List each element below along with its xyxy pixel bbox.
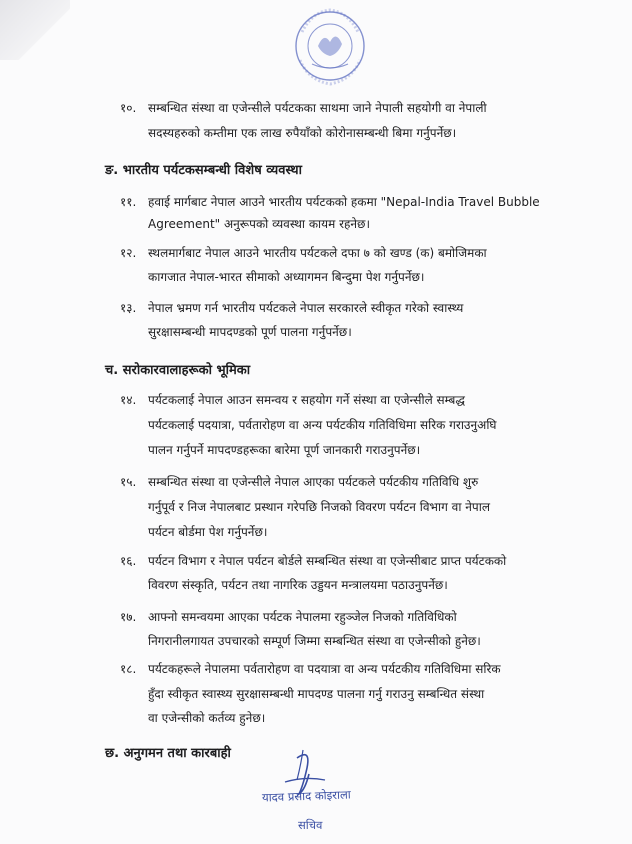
paragraph-line: नेपाल भ्रमण गर्न भारतीय पर्यटकले नेपाल सरकारले स्वीकृत गरेको स्वास्थ्य [148, 301, 464, 315]
paragraph-18 [120, 657, 501, 682]
paragraph-number: १६. [120, 554, 137, 568]
paragraph-line: वा एजेन्सीको कर्तव्य हुनेछ। [148, 711, 266, 725]
page-fold-shadow [0, 0, 70, 60]
paragraph-number: १८. [120, 662, 137, 676]
paragraph-line: कागजात नेपाल-भारत सीमाको अध्यागमन बिन्दुमा पेश गर्नुपर्नेछ। [148, 270, 425, 284]
paragraph-number: १७. [120, 610, 137, 624]
signatory-title: सचिव [298, 818, 323, 832]
paragraph-17 [120, 605, 457, 630]
paragraph-line: सदस्यहरुको कम्तीमा एक लाख रुपैयाँको कोरोनासम्बन्धी बिमा गर्नुपर्नेछ। [148, 126, 457, 140]
paragraph-number: १२. [120, 246, 137, 260]
paragraph-line: स्थलमार्गबाट नेपाल आउने भारतीय पर्यटकले दफा ७ को खण्ड (क) बमोजिमका [148, 246, 487, 260]
paragraph-line: विवरण संस्कृति, पर्यटन तथा नागरिक उड्डयन मन्त्रालयमा पठाउनुपर्नेछ। [148, 578, 448, 592]
paragraph-line: पर्यटकहरूले नेपालमा पर्वतारोहण वा पदयात्रा वा अन्य पर्यटकीय गतिविधिमा सरिक [148, 662, 501, 676]
paragraph-16 [120, 549, 506, 574]
paragraph-line: सुरक्षासम्बन्धी मापदण्डको पूर्ण पालना गर्नुपर्नेछ। [148, 325, 352, 339]
paragraph-line: पर्यटकलाई नेपाल आउन समन्वय र सहयोग गर्ने संस्था वा एजेन्सीले सम्बद्ध [148, 393, 465, 407]
paragraph-line: पर्यटन विभाग र नेपाल पर्यटन बोर्डले सम्बन्धित संस्था वा एजेन्सीबाट प्राप्त पर्यटकको [148, 554, 507, 568]
paragraph-number: १०. [120, 101, 137, 115]
paragraph-10 [120, 96, 487, 121]
paragraph-number: १३. [120, 301, 137, 315]
government-seal [282, 2, 378, 94]
paragraph-number: ११. [120, 195, 137, 209]
paragraph-line: पर्यटकलाई पदयात्रा, पर्वतारोहण वा अन्य पर्यटकीय गतिविधिमा सरिक गराउनुअघि [148, 418, 497, 432]
signatory-name: यादव प्रसाद कोइराला [261, 787, 351, 805]
paragraph-line: निगरानीलगायत उपचारको सम्पूर्ण जिम्मा सम्बन्धित संस्था वा एजेन्सीको हुनेछ। [148, 634, 481, 648]
paragraph-line: सम्बन्धित संस्था वा एजेन्सीले नेपाल आएका पर्यटकले पर्यटकीय गतिविधि शुरु [148, 475, 479, 489]
paragraph-12 [120, 241, 487, 266]
paragraph-number: १४. [120, 393, 137, 407]
paragraph-line: पालन गर्नुपर्ने मापदण्डहरूका बारेमा पूर्ण जानकारी गराउनुपर्नेछ। [148, 443, 421, 457]
paragraph-line: सम्बन्धित संस्था वा एजेन्सीले पर्यटकका साथमा जाने नेपाली सहयोगी वा नेपाली [148, 101, 487, 115]
section-heading-cha: च. सरोकारवालाहरूको भूमिका [105, 363, 251, 378]
paragraph-line: आफ्नो समन्वयमा आएका पर्यटक नेपालमा रहुञ्जेल निजको गतिविधिको [148, 610, 457, 624]
paragraph-line: हवाई मार्गबाट नेपाल आउने भारतीय पर्यटकको हकमा "Nepal-India Travel Bubble [148, 195, 540, 209]
paragraph-15 [120, 470, 478, 495]
paragraph-line: हुँदा स्वीकृत स्वास्थ्य सुरक्षासम्बन्धी मापदण्ड पालना गर्नु गराउनु सम्बन्धित संस्था [148, 687, 485, 701]
paragraph-line: Agreement" अनुरूपको व्यवस्था कायम रहनेछ। [148, 217, 371, 231]
section-heading-nga: ङ. भारतीय पर्यटकसम्बन्धी विशेष व्यवस्था [105, 163, 302, 178]
paragraph-line: पर्यटन बोर्डमा पेश गर्नुपर्नेछ। [148, 525, 268, 539]
paragraph-13 [120, 296, 463, 321]
paragraph-number: १५. [120, 475, 137, 489]
section-heading-chha: छ. अनुगमन तथा कारबाही [105, 746, 231, 761]
paragraph-14 [120, 388, 465, 413]
paragraph-line: गर्नुपूर्व र निज नेपालबाट प्रस्थान गरेपछि निजको विवरण पर्यटन विभाग वा नेपाल [148, 500, 490, 514]
